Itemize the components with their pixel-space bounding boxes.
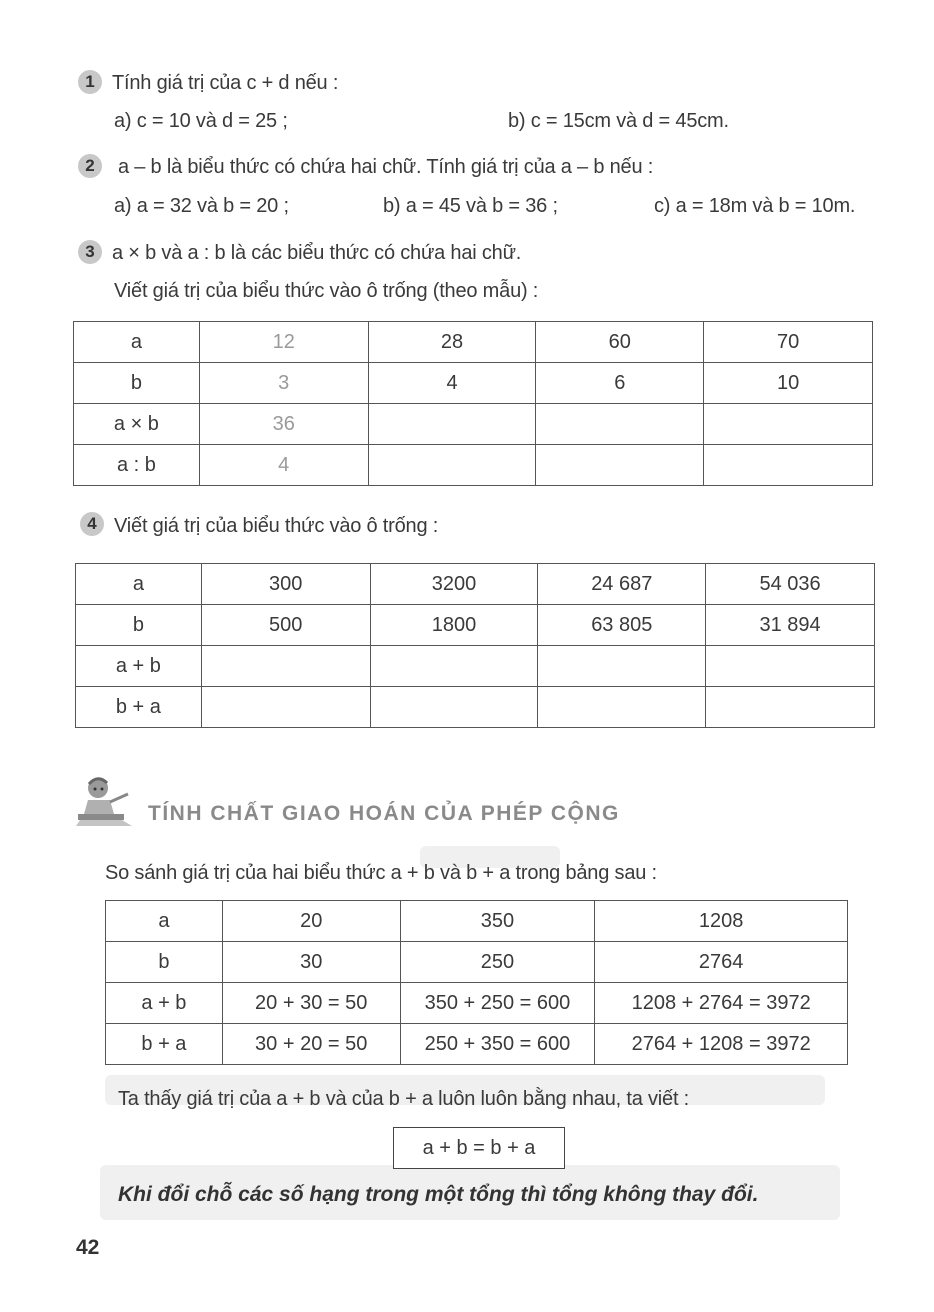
- exercise-1-part-b: b) c = 15cm và d = 45cm.: [508, 110, 729, 132]
- empty-answer-cell: [368, 445, 536, 486]
- table-cell: 63 805: [538, 605, 706, 646]
- sample-cell: 36: [199, 404, 368, 445]
- exercise-1-text: Tính giá trị của c + d nếu :: [112, 72, 339, 94]
- table-cell: 4: [368, 363, 536, 404]
- empty-answer-cell: [538, 646, 706, 687]
- exercise-2-part-a: a) a = 32 và b = 20 ;: [114, 195, 289, 217]
- exercise-3-text: a × b và a : b là các biểu thức có chứa hai chữ.: [112, 242, 522, 264]
- table-row: [74, 363, 873, 404]
- table-cell: 30: [222, 942, 400, 983]
- exercise-2-badge: 2: [78, 154, 102, 178]
- empty-answer-cell: [536, 445, 704, 486]
- row-header: a + b: [76, 646, 202, 687]
- empty-answer-cell: [368, 404, 536, 445]
- row-header: a: [106, 901, 223, 942]
- table-cell: 10: [704, 363, 873, 404]
- table-row: [106, 1024, 848, 1065]
- table-row: [76, 687, 875, 728]
- commutative-formula: a + b = b + a: [393, 1127, 565, 1169]
- table-row: [76, 646, 875, 687]
- table-row: [106, 901, 848, 942]
- exercise-2-part-c: c) a = 18m và b = 10m.: [654, 195, 856, 217]
- table-row: [74, 445, 873, 486]
- section-title: TÍNH CHẤT GIAO HOÁN CỦA PHÉP CỘNG: [148, 802, 620, 825]
- empty-answer-cell: [201, 687, 370, 728]
- empty-answer-cell: [704, 445, 873, 486]
- exercise-3-table: [73, 321, 873, 486]
- table-cell: 1208 + 2764 = 3972: [595, 983, 848, 1024]
- table-cell: 300: [201, 564, 370, 605]
- table-row: [74, 404, 873, 445]
- row-header: b: [106, 942, 223, 983]
- row-header: b: [74, 363, 200, 404]
- commutative-rule: Khi đổi chỗ các số hạng trong một tổng thì tổng không thay đổi.: [118, 1183, 759, 1206]
- row-header: a: [74, 322, 200, 363]
- table-cell: 250 + 350 = 600: [400, 1024, 595, 1065]
- commutative-table: [105, 900, 848, 1065]
- table-cell: 24 687: [538, 564, 706, 605]
- exercise-1-part-a: a) c = 10 và d = 25 ;: [114, 110, 288, 132]
- sample-cell: 12: [199, 322, 368, 363]
- table-cell: 2764 + 1208 = 3972: [595, 1024, 848, 1065]
- table-cell: 250: [400, 942, 595, 983]
- table-row: [74, 322, 873, 363]
- empty-answer-cell: [370, 646, 538, 687]
- table-cell: 6: [536, 363, 704, 404]
- table-cell: 54 036: [706, 564, 875, 605]
- row-header: a + b: [106, 983, 223, 1024]
- boy-reading-icon: [76, 774, 138, 828]
- empty-answer-cell: [370, 687, 538, 728]
- row-header: b + a: [76, 687, 202, 728]
- row-header: a × b: [74, 404, 200, 445]
- table-cell: 70: [704, 322, 873, 363]
- table-cell: 60: [536, 322, 704, 363]
- table-cell: 500: [201, 605, 370, 646]
- page-number: 42: [76, 1236, 100, 1259]
- row-header: b: [76, 605, 202, 646]
- empty-answer-cell: [538, 687, 706, 728]
- table-row: [106, 942, 848, 983]
- exercise-2-part-b: b) a = 45 và b = 36 ;: [383, 195, 558, 217]
- empty-answer-cell: [706, 646, 875, 687]
- table-row: [76, 605, 875, 646]
- table-cell: 20: [222, 901, 400, 942]
- exercise-1-badge: 1: [78, 70, 102, 94]
- table-cell: 2764: [595, 942, 848, 983]
- exercise-2-text: a – b là biểu thức có chứa hai chữ. Tính giá trị của a – b nếu :: [118, 156, 654, 178]
- table-cell: 28: [368, 322, 536, 363]
- exercise-4-table: [75, 563, 875, 728]
- table-cell: 1800: [370, 605, 538, 646]
- observation-text: Ta thấy giá trị của a + b và của b + a luôn luôn bằng nhau, ta viết :: [118, 1088, 690, 1110]
- table-row: [76, 564, 875, 605]
- exercise-3-badge: 3: [78, 240, 102, 264]
- table-cell: 20 + 30 = 50: [222, 983, 400, 1024]
- table-cell: 350 + 250 = 600: [400, 983, 595, 1024]
- exercise-3-instruction: Viết giá trị của biểu thức vào ô trống (theo mẫu) :: [114, 280, 539, 302]
- table-cell: 31 894: [706, 605, 875, 646]
- table-cell: 3200: [370, 564, 538, 605]
- exercise-4-badge: 4: [80, 512, 104, 536]
- sample-cell: 4: [199, 445, 368, 486]
- empty-answer-cell: [706, 687, 875, 728]
- empty-answer-cell: [704, 404, 873, 445]
- row-header: a: [76, 564, 202, 605]
- row-header: b + a: [106, 1024, 223, 1065]
- empty-answer-cell: [201, 646, 370, 687]
- empty-answer-cell: [536, 404, 704, 445]
- comparison-instruction: So sánh giá trị của hai biểu thức a + b và b + a trong bảng sau :: [105, 862, 657, 884]
- sample-cell: 3: [199, 363, 368, 404]
- table-row: [106, 983, 848, 1024]
- table-cell: 350: [400, 901, 595, 942]
- exercise-4-text: Viết giá trị của biểu thức vào ô trống :: [114, 515, 439, 537]
- row-header: a : b: [74, 445, 200, 486]
- table-cell: 1208: [595, 901, 848, 942]
- table-cell: 30 + 20 = 50: [222, 1024, 400, 1065]
